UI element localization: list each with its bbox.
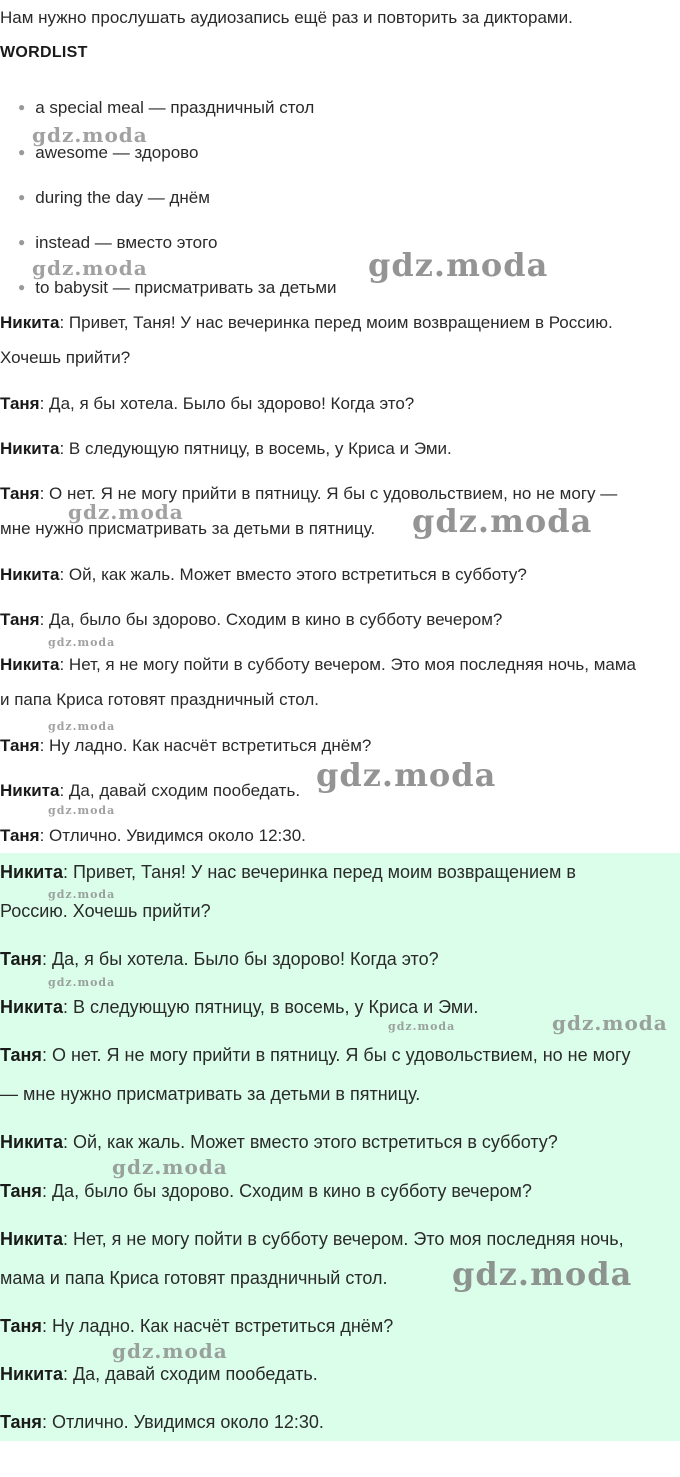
watermark: gdz.moda <box>32 123 148 147</box>
dialogue-line-cont: мама и папа Криса готовят праздничный стол. <box>0 1268 388 1288</box>
intro-text: Нам нужно прослушать аудиозапись ещё раз и повторить за дикторами. <box>0 8 573 27</box>
wordlist-item: ● to babysit — присматривать за детьми <box>18 278 337 297</box>
bullet-icon: ● <box>18 280 26 294</box>
watermark: gdz.moda <box>552 1011 668 1035</box>
bullet-icon: ● <box>18 235 26 249</box>
dialogue-line: Таня: Отлично. Увидимся около 12:30. <box>0 826 306 845</box>
wordlist-item: ● awesome — здорово <box>18 143 199 162</box>
speaker-name: Таня <box>0 1316 42 1336</box>
dialogue-line-cont: мне нужно присматривать за детьми в пятницу. <box>0 519 376 538</box>
watermark: gdz.moda <box>388 1020 456 1033</box>
speaker-name: Никита <box>0 862 63 882</box>
speaker-name: Никита <box>0 313 60 332</box>
dialogue-line: Никита: Да, давай сходим пообедать. <box>0 1364 318 1384</box>
speaker-name: Таня <box>0 610 40 629</box>
dialogue-line: Таня: О нет. Я не могу прийти в пятницу. Я бы с удовольствием, но не могу — <box>0 484 618 503</box>
watermark: gdz.moda <box>32 256 148 280</box>
dialogue-line: Никита: Нет, я не могу пойти в субботу вечером. Это моя последняя ночь, мама <box>0 655 637 674</box>
wordlist-item: ● a special meal — праздничный стол <box>18 98 315 117</box>
dialogue-line: Таня: Ну ладно. Как насчёт встретиться днём? <box>0 736 372 755</box>
speaker-name: Таня <box>0 949 42 969</box>
speaker-name: Таня <box>0 1045 42 1065</box>
watermark: gdz.moda <box>48 888 116 901</box>
speaker-name: Никита <box>0 655 60 674</box>
speaker-name: Никита <box>0 1132 63 1152</box>
dialogue-line: Таня: Да, было бы здорово. Сходим в кино в субботу вечером? <box>0 1181 532 1201</box>
dialogue-line: Таня: Отлично. Увидимся около 12:30. <box>0 1412 324 1432</box>
watermark: gdz.moda <box>452 1255 633 1293</box>
dialogue-line: Никита: В следующую пятницу, в восемь, у Криса и Эми. <box>0 439 452 458</box>
wordlist-item: ● instead — вместо этого <box>18 233 218 252</box>
dialogue-line-cont: — мне нужно присматривать за детьми в пятницу. <box>0 1084 421 1104</box>
watermark: gdz.moda <box>412 502 593 540</box>
dialogue-line: Никита: Нет, я не могу пойти в субботу вечером. Это моя последняя ночь, <box>0 1229 624 1249</box>
watermark: gdz.moda <box>68 500 184 524</box>
speaker-name: Таня <box>0 484 40 503</box>
dialogue-line-cont: Россию. Хочешь прийти? <box>0 901 211 921</box>
speaker-name: Никита <box>0 1364 63 1384</box>
speaker-name: Таня <box>0 394 40 413</box>
dialogue-line: Никита: Да, давай сходим пообедать. <box>0 781 301 800</box>
speaker-name: Таня <box>0 1412 42 1432</box>
dialogue-line: Таня: Да, я бы хотела. Было бы здорово! Когда это? <box>0 394 415 413</box>
dialogue-line: Таня: Да, я бы хотела. Было бы здорово! Когда это? <box>0 949 439 969</box>
dialogue-line: Никита: Привет, Таня! У нас вечеринка перед моим возвращением в Россию. <box>0 313 613 332</box>
speaker-name: Никита <box>0 997 63 1017</box>
speaker-name: Никита <box>0 1229 63 1249</box>
watermark: gdz.moda <box>316 756 497 794</box>
wordlist-item: ● during the day — днём <box>18 188 210 207</box>
watermark: gdz.moda <box>48 804 116 817</box>
bullet-icon: ● <box>18 145 26 159</box>
watermark: gdz.moda <box>368 246 549 284</box>
dialogue-line: Таня: Да, было бы здорово. Сходим в кино в субботу вечером? <box>0 610 503 629</box>
bullet-icon: ● <box>18 190 26 204</box>
dialogue-line-cont: и папа Криса готовят праздничный стол. <box>0 690 319 709</box>
speaker-name: Никита <box>0 781 60 800</box>
speaker-name: Никита <box>0 439 60 458</box>
dialogue-line: Таня: О нет. Я не могу прийти в пятницу. Я бы с удовольствием, но не могу <box>0 1045 631 1065</box>
speaker-name: Таня <box>0 1181 42 1201</box>
watermark: gdz.moda <box>48 976 116 989</box>
dialogue-line-cont: Хочешь прийти? <box>0 348 131 367</box>
watermark: gdz.moda <box>48 720 116 733</box>
wordlist-title: WORDLIST <box>0 44 88 61</box>
watermark: gdz.moda <box>48 636 116 649</box>
dialogue-line: Никита: Ой, как жаль. Может вместо этого встретиться в субботу? <box>0 1132 558 1152</box>
dialogue-line: Никита: Привет, Таня! У нас вечеринка перед моим возвращением в <box>0 862 576 882</box>
watermark: gdz.moda <box>112 1155 228 1179</box>
bullet-icon: ● <box>18 100 26 114</box>
watermark: gdz.moda <box>112 1339 228 1363</box>
speaker-name: Никита <box>0 565 60 584</box>
speaker-name: Таня <box>0 826 40 845</box>
dialogue-line: Таня: Ну ладно. Как насчёт встретиться днём? <box>0 1316 394 1336</box>
dialogue-line: Никита: Ой, как жаль. Может вместо этого встретиться в субботу? <box>0 565 527 584</box>
dialogue-line: Никита: В следующую пятницу, в восемь, у Криса и Эми. <box>0 997 479 1017</box>
speaker-name: Таня <box>0 736 40 755</box>
